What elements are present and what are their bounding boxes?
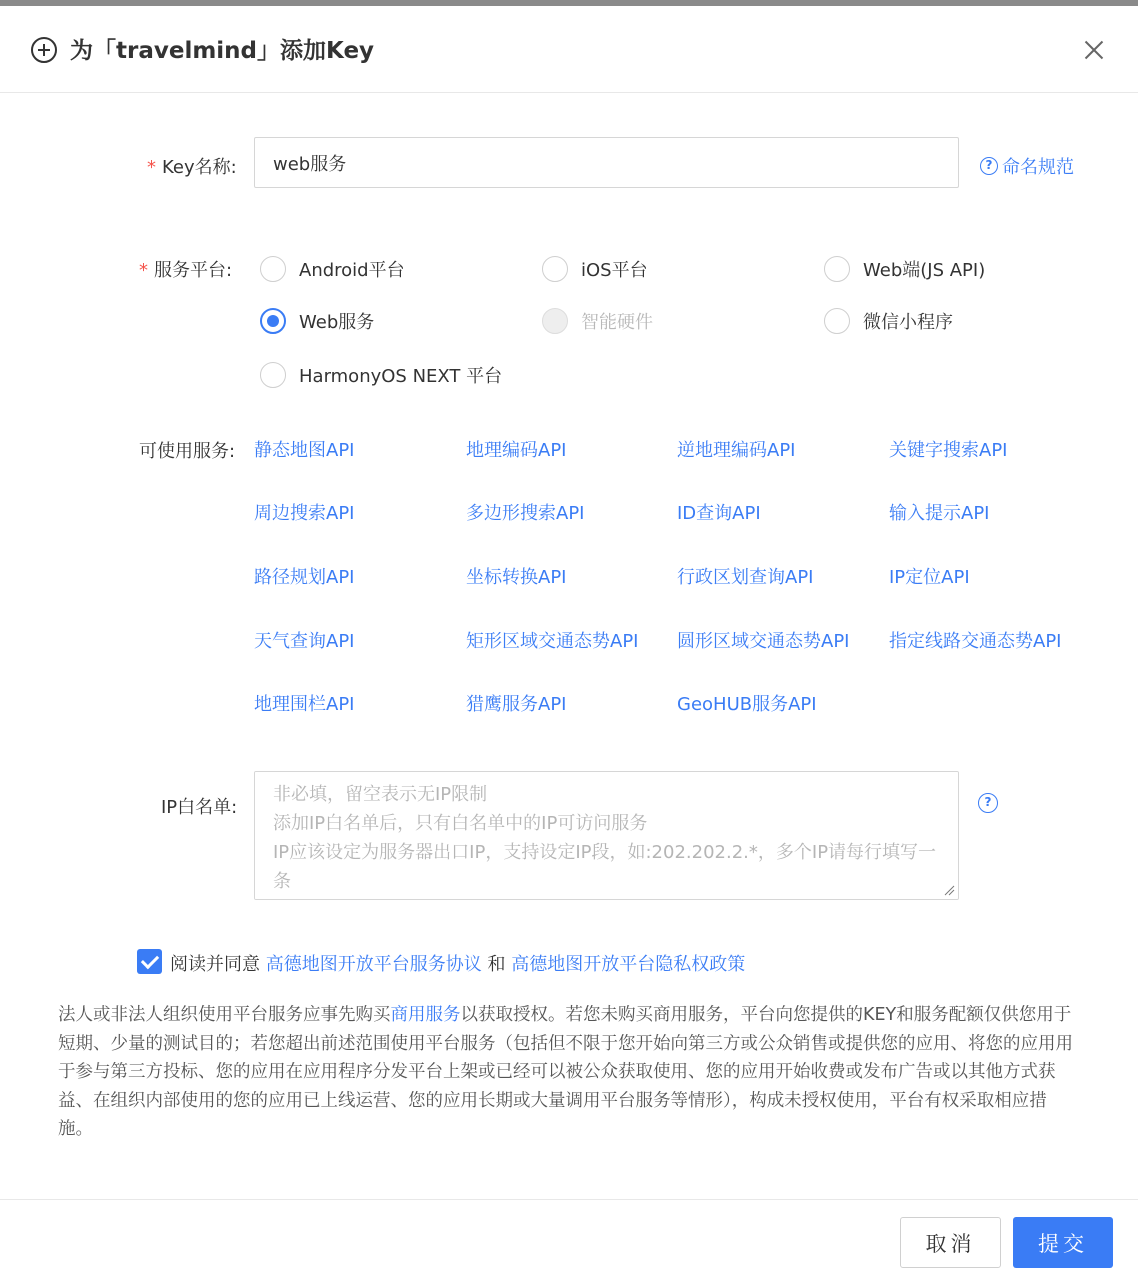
platform-radio[interactable]	[260, 362, 502, 388]
platform-radio-label: iOS平台	[581, 260, 648, 281]
service-agreement-link[interactable]: 高德地图开放平台服务协议	[265, 954, 482, 975]
key-name-label: * Key名称:	[147, 157, 237, 178]
license-notice: 法人或非法人组织使用平台服务应事先购买商用服务以获取授权。若您未购买商用服务，平台向您提供的KEY和服务配额仅供您用于短期、少量的测试目的；若您超出前述范围使用平台服务（包括但不限于您开始向第三方或公众销售或提供您的应用、将您的应用用于参与第三方投标、您的应用在应用程序分发平台上架或已经可以被公众获取使用、您的应用开始收费或发布广告或以其他方式获益、在组织内部使用的您的应用已上线运营、您的应用长期或大量调用平台服务等情形），构成未授权使用，平台有权采取相应措施。	[58, 1005, 1073, 1140]
platform-radio-label: 智能硬件	[581, 312, 653, 333]
platform-radio[interactable]	[824, 256, 985, 282]
service-link[interactable]: 行政区划查询API	[677, 567, 814, 588]
add-circle-icon	[31, 37, 57, 63]
service-link[interactable]: 输入提示API	[889, 503, 990, 524]
help-icon: ?	[980, 157, 998, 175]
close-icon[interactable]	[1080, 36, 1108, 64]
radio-circle-icon	[260, 256, 286, 282]
radio-circle-icon	[542, 256, 568, 282]
radio-circle-icon	[260, 362, 286, 388]
radio-circle-icon	[824, 308, 850, 334]
platform-radio[interactable]	[260, 256, 405, 282]
radio-circle-icon	[542, 308, 568, 334]
service-link[interactable]: 天气查询API	[254, 631, 355, 652]
platform-radio[interactable]	[824, 308, 953, 334]
service-link[interactable]: ID查询API	[677, 503, 761, 524]
service-link[interactable]: 关键字搜索API	[889, 440, 1008, 461]
service-link[interactable]: IP定位API	[889, 567, 970, 588]
service-link[interactable]: 静态地图API	[254, 440, 355, 461]
service-link[interactable]: 指定线路交通态势API	[889, 631, 1062, 652]
naming-rules-link[interactable]: ? 命名规范	[980, 153, 1074, 179]
commercial-service-link[interactable]: 商用服务	[390, 1005, 461, 1025]
platform-label: * 服务平台:	[139, 260, 233, 281]
platform-radio-label: 微信小程序	[863, 312, 953, 333]
service-link[interactable]: 猎鹰服务API	[466, 694, 567, 715]
submit-button[interactable]: 提交	[1013, 1217, 1113, 1268]
service-link[interactable]: GeoHUB服务API	[677, 694, 817, 715]
required-mark: *	[139, 260, 148, 281]
dialog-title: 为「travelmind」添加Key	[70, 38, 375, 64]
privacy-policy-link[interactable]: 高德地图开放平台隐私权政策	[511, 954, 746, 975]
service-link[interactable]: 地理围栏API	[254, 694, 355, 715]
platform-radio-label: HarmonyOS NEXT 平台	[299, 366, 503, 387]
service-link[interactable]: 周边搜索API	[254, 503, 355, 524]
platform-radio-label: Android平台	[299, 260, 405, 281]
service-link[interactable]: 地理编码API	[466, 440, 567, 461]
ip-help-icon[interactable]: ?	[978, 793, 998, 813]
service-link[interactable]: 路径规划API	[254, 567, 355, 588]
service-link[interactable]: 圆形区域交通态势API	[677, 631, 850, 652]
radio-circle-icon	[260, 308, 286, 334]
service-link[interactable]: 逆地理编码API	[677, 440, 796, 461]
service-link[interactable]: 矩形区域交通态势API	[466, 631, 639, 652]
dialog-header	[0, 6, 1138, 93]
platform-radio[interactable]	[542, 256, 648, 282]
service-link[interactable]: 多边形搜索API	[466, 503, 585, 524]
radio-circle-icon	[824, 256, 850, 282]
ip-whitelist-textarea[interactable]	[254, 771, 959, 900]
platform-radio[interactable]	[260, 308, 374, 334]
ip-whitelist-label: IP白名单:	[161, 797, 238, 818]
service-link[interactable]: 坐标转换API	[466, 567, 567, 588]
key-name-input[interactable]	[254, 137, 959, 188]
platform-radio	[542, 308, 653, 334]
cancel-button[interactable]: 取消	[900, 1217, 1001, 1268]
platform-radio-label: Web服务	[299, 312, 375, 333]
agree-checkbox[interactable]	[137, 949, 162, 974]
platform-radio-label: Web端(JS API)	[863, 260, 986, 281]
services-label: 可使用服务:	[139, 441, 236, 462]
resize-handle-icon[interactable]	[943, 884, 955, 896]
required-mark: *	[147, 157, 156, 178]
agreement-text: 阅读并同意 高德地图开放平台服务协议 和 高德地图开放平台隐私权政策	[170, 954, 746, 975]
